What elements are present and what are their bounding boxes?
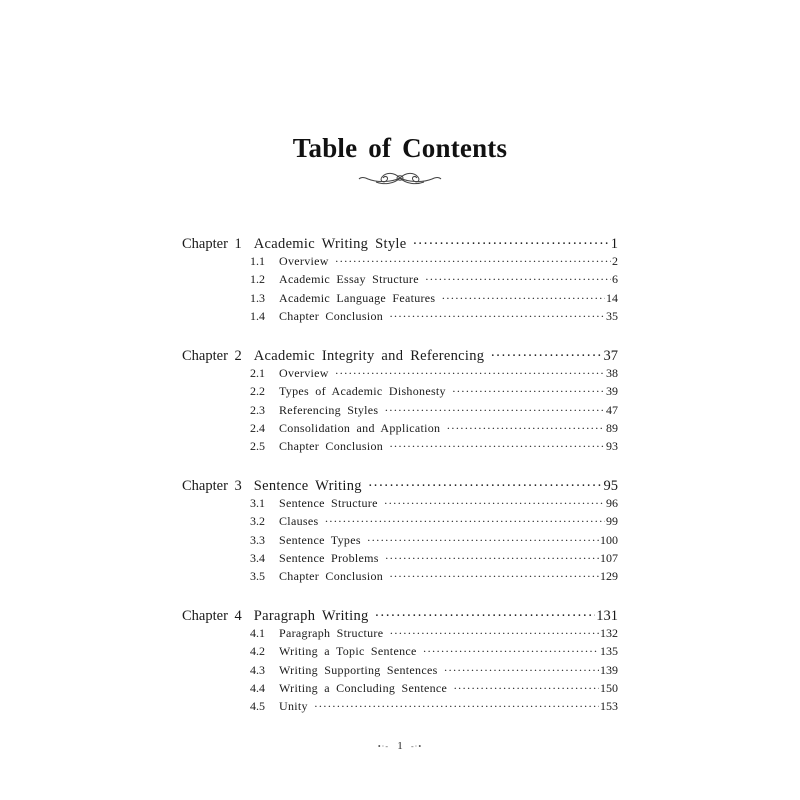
dot-leader xyxy=(441,290,605,307)
section-page-number: 153 xyxy=(600,699,618,714)
section-entry[interactable] xyxy=(250,271,618,288)
section-page-number: 39 xyxy=(606,384,618,399)
section-number: 2.4 xyxy=(250,420,265,435)
section-entry[interactable] xyxy=(250,420,618,437)
section-page-number: 150 xyxy=(600,680,618,695)
dot-leader xyxy=(375,606,596,626)
dot-leader xyxy=(425,271,611,288)
chapter-number: Chapter 3 xyxy=(182,478,242,494)
section-number: 3.3 xyxy=(250,532,265,547)
chapter-number: Chapter 4 xyxy=(182,608,242,624)
section-page-number: 47 xyxy=(606,402,618,417)
section-entry[interactable] xyxy=(250,698,618,715)
section-title: Writing a Topic Sentence xyxy=(279,644,417,659)
section-title: Writing Supporting Sentences xyxy=(279,662,438,677)
section-page-number: 2 xyxy=(612,254,618,268)
footer-right-ornament: -·• xyxy=(411,741,423,751)
dot-leader xyxy=(452,383,605,400)
chapter-page-number: 95 xyxy=(603,478,618,494)
section-entry[interactable] xyxy=(250,625,618,642)
section-page-number: 93 xyxy=(606,439,618,454)
chapter-title: Academic Integrity and Referencing xyxy=(253,348,485,364)
section-page-number: 107 xyxy=(600,550,618,565)
section-title: Referencing Styles xyxy=(279,402,379,417)
section-number: 3.4 xyxy=(250,550,265,565)
dot-leader xyxy=(384,402,605,419)
dot-leader xyxy=(385,550,599,567)
section-number: 3.2 xyxy=(250,514,265,529)
chapter-page-number: 37 xyxy=(603,348,618,364)
section-title: Chapter Conclusion xyxy=(279,308,384,323)
chapter-page-number: 1 xyxy=(610,236,618,252)
section-entry[interactable] xyxy=(250,365,618,382)
section-page-number: 99 xyxy=(606,514,618,529)
section-number: 2.1 xyxy=(250,366,265,380)
dot-leader xyxy=(389,438,605,455)
section-entry[interactable] xyxy=(250,550,618,567)
section-entry[interactable] xyxy=(250,290,618,307)
section-entry[interactable] xyxy=(250,662,618,679)
section-page-number: 129 xyxy=(600,569,618,584)
section-title: Sentence Types xyxy=(279,532,361,547)
section-number: 3.1 xyxy=(250,496,265,510)
section-entry[interactable] xyxy=(250,438,618,455)
section-page-number: 96 xyxy=(606,496,618,510)
section-entry[interactable] xyxy=(250,568,618,585)
section-page-number: 132 xyxy=(600,626,618,640)
section-title: Types of Academic Dishonesty xyxy=(279,384,446,399)
section-number: 1.4 xyxy=(250,308,265,323)
section-entry[interactable] xyxy=(250,513,618,530)
chapter-number: Chapter 2 xyxy=(182,348,242,364)
dot-leader xyxy=(423,643,599,660)
dot-leader xyxy=(444,662,599,679)
chapter-title: Sentence Writing xyxy=(253,478,362,494)
section-number: 4.3 xyxy=(250,662,265,677)
section-title: Overview xyxy=(279,366,329,380)
section-number: 1.3 xyxy=(250,290,265,305)
section-title: Chapter Conclusion xyxy=(279,439,384,454)
section-title: Academic Essay Structure xyxy=(279,272,419,287)
dot-leader xyxy=(490,346,602,366)
page-footer xyxy=(0,740,800,752)
section-number: 1.2 xyxy=(250,272,265,287)
section-number: 1.1 xyxy=(250,254,265,268)
section-title: Chapter Conclusion xyxy=(279,569,384,584)
section-number: 4.4 xyxy=(250,680,265,695)
section-page-number: 89 xyxy=(606,420,618,435)
chapter-page-number: 131 xyxy=(596,608,618,624)
section-title: Sentence Problems xyxy=(279,550,379,565)
section-number: 4.1 xyxy=(250,626,265,640)
section-title: Consolidation and Application xyxy=(279,420,441,435)
section-entry[interactable] xyxy=(250,253,618,270)
dot-leader xyxy=(446,420,605,437)
page-number: 1 xyxy=(397,740,403,752)
section-number: 2.3 xyxy=(250,402,265,417)
dot-leader xyxy=(384,495,605,512)
dot-leader xyxy=(367,532,599,549)
section-number: 3.5 xyxy=(250,569,265,584)
dot-leader xyxy=(389,308,605,325)
section-page-number: 135 xyxy=(600,644,618,659)
dot-leader xyxy=(368,476,603,496)
chapter-title: Academic Writing Style xyxy=(253,236,407,252)
section-page-number: 38 xyxy=(606,366,618,380)
footer-left-ornament: •·- xyxy=(377,741,389,751)
section-entry[interactable] xyxy=(250,643,618,660)
section-page-number: 100 xyxy=(600,532,618,547)
section-title: Writing a Concluding Sentence xyxy=(279,680,448,695)
section-entry[interactable] xyxy=(250,308,618,325)
section-entry[interactable] xyxy=(250,495,618,512)
chapter-number: Chapter 1 xyxy=(182,236,242,252)
dot-leader xyxy=(335,365,605,382)
dot-leader xyxy=(389,568,599,585)
chapter-entry[interactable] xyxy=(182,346,618,366)
chapter-title: Paragraph Writing xyxy=(253,608,369,624)
section-entry[interactable] xyxy=(250,383,618,400)
page-title: Table of Contents xyxy=(292,133,508,163)
section-page-number: 35 xyxy=(606,308,618,323)
dot-leader xyxy=(314,698,599,715)
section-number: 4.5 xyxy=(250,699,265,714)
chapter-entry[interactable] xyxy=(182,476,618,496)
section-title: Academic Language Features xyxy=(279,290,436,305)
section-number: 4.2 xyxy=(250,644,265,659)
section-title: Clauses xyxy=(279,514,319,529)
section-title: Unity xyxy=(279,699,308,714)
section-page-number: 6 xyxy=(612,272,618,287)
section-number: 2.5 xyxy=(250,439,265,454)
dot-leader xyxy=(453,680,599,697)
section-entry[interactable] xyxy=(250,402,618,419)
dot-leader xyxy=(335,253,611,270)
section-entry[interactable] xyxy=(250,532,618,549)
section-title: Overview xyxy=(279,254,329,268)
dot-leader xyxy=(389,625,599,642)
section-title: Paragraph Structure xyxy=(279,626,384,640)
chapter-entry[interactable] xyxy=(182,234,618,254)
dot-leader xyxy=(324,513,605,530)
dot-leader xyxy=(412,234,609,254)
section-page-number: 14 xyxy=(606,290,618,305)
chapter-entry[interactable] xyxy=(182,606,618,626)
section-number: 2.2 xyxy=(250,384,265,399)
section-title: Sentence Structure xyxy=(279,496,378,510)
section-page-number: 139 xyxy=(600,662,618,677)
section-entry[interactable] xyxy=(250,680,618,697)
